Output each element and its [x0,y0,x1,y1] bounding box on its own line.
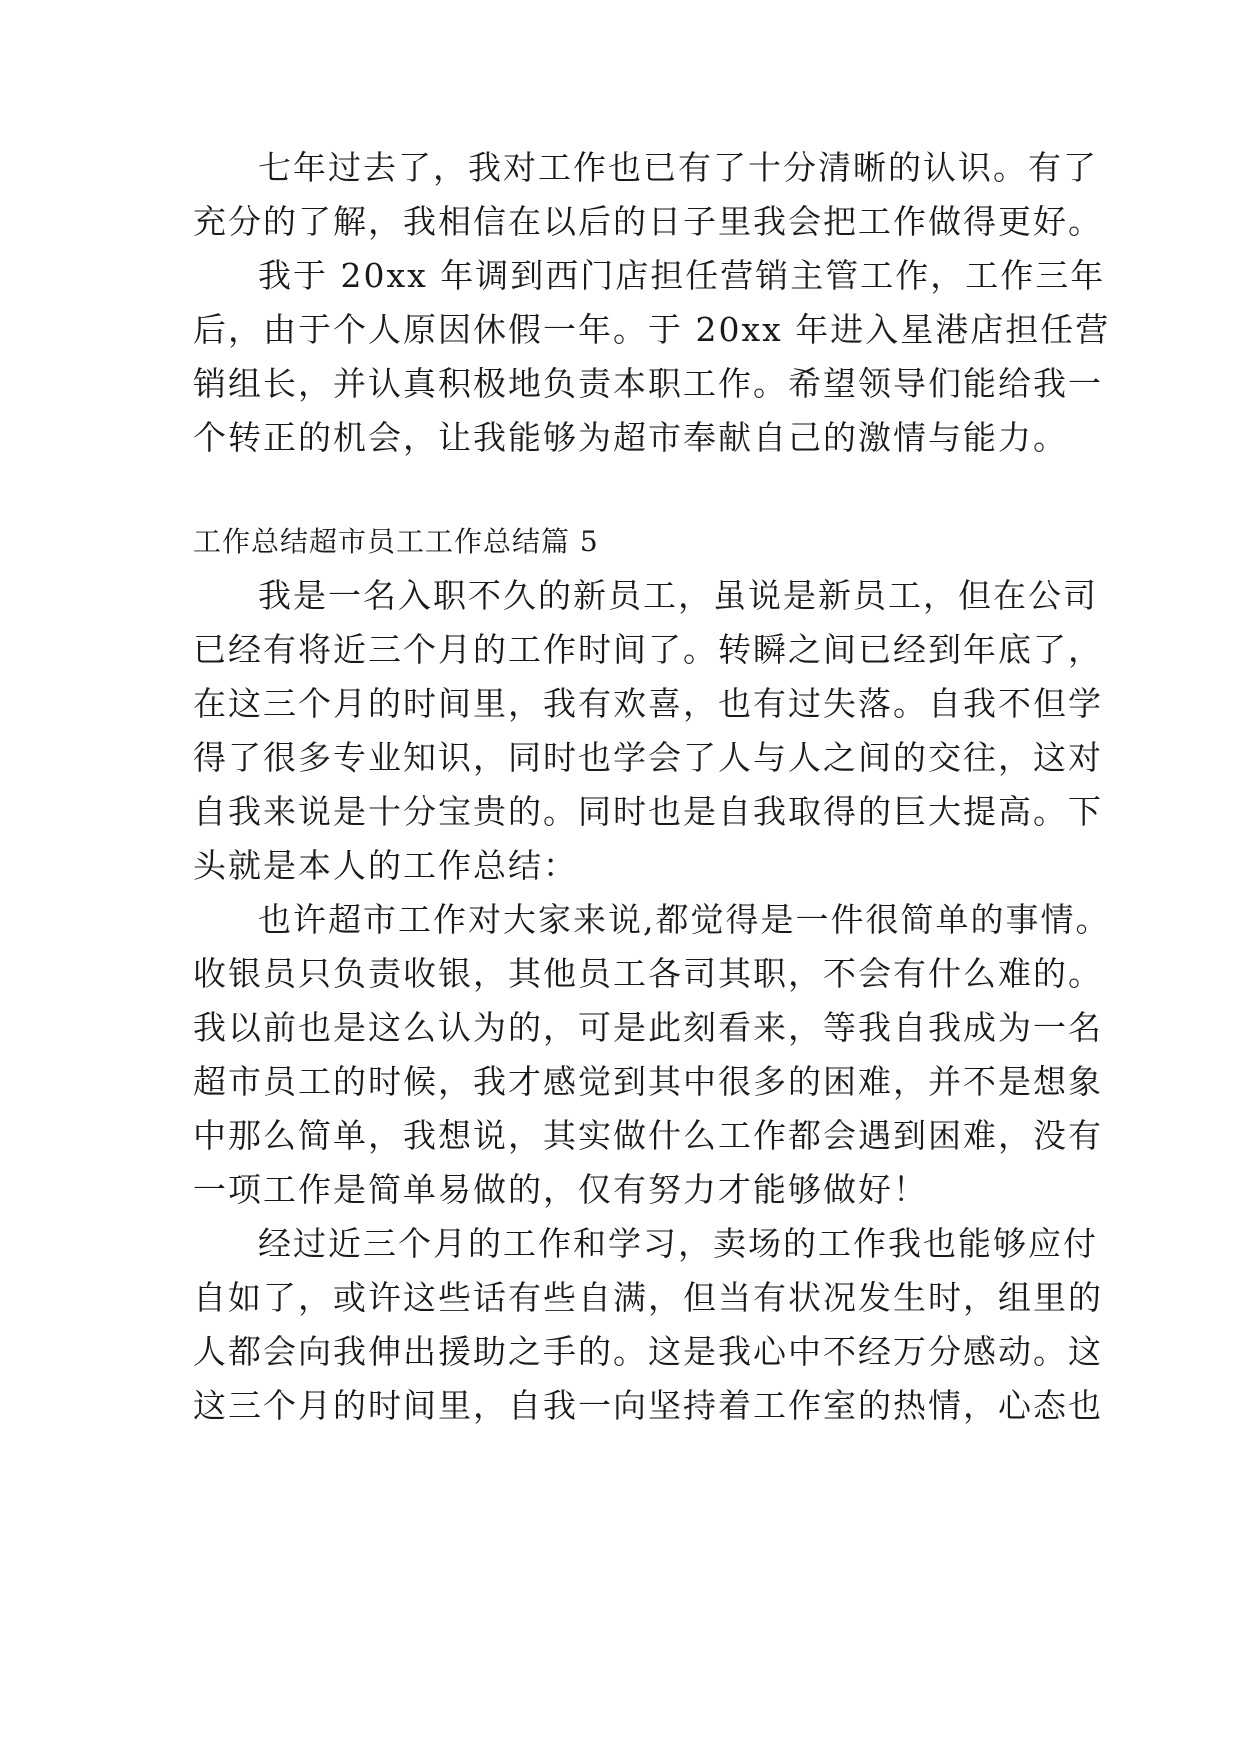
paragraph-line: 经过近三个月的工作和学习，卖场的工作我也能够应付 [258,1224,1098,1263]
paragraph-line: 超市员工的时候，我才感觉到其中很多的困难，并不是想象 [193,1062,1103,1101]
paragraph-line: 在这三个月的时间里，我有欢喜，也有过失落。自我不但学 [193,684,1103,723]
paragraph-line: 也许超市工作对大家来说,都觉得是一件很简单的事情。 [258,900,1111,939]
paragraph-line: 一项工作是简单易做的，仅有努力才能够做好！ [193,1170,928,1209]
paragraph-line: 充分的了解，我相信在以后的日子里我会把工作做得更好。 [193,202,1103,241]
paragraph-line: 后，由于个人原因休假一年。于 20xx 年进入星港店担任营 [193,310,1111,349]
paragraph-line: 人都会向我伸出援助之手的。这是我心中不经万分感动。这 [193,1332,1103,1371]
paragraph-line: 中那么简单，我想说，其实做什么工作都会遇到困难，没有 [193,1116,1103,1155]
paragraph-line: 我于 20xx 年调到西门店担任营销主管工作，工作三年 [258,256,1106,295]
paragraph-line: 这三个月的时间里，自我一向坚持着工作室的热情，心态也 [193,1386,1103,1425]
paragraph-line: 得了很多专业知识，同时也学会了人与人之间的交往，这对 [193,738,1103,777]
paragraph-line: 个转正的机会，让我能够为超市奉献自己的激情与能力。 [193,418,1068,457]
paragraph-line: 我以前也是这么认为的，可是此刻看来，等我自我成为一名 [193,1008,1103,1047]
paragraph-line: 七年过去了，我对工作也已有了十分清晰的认识。有了 [258,148,1098,187]
section-heading: 工作总结超市员工工作总结篇 5 [193,525,599,558]
paragraph-line: 自如了，或许这些话有些自满，但当有状况发生时，组里的 [193,1278,1103,1317]
paragraph-line: 已经有将近三个月的工作时间了。转瞬之间已经到年底了， [193,630,1103,669]
paragraph-line: 我是一名入职不久的新员工，虽说是新员工，但在公司 [258,576,1098,615]
paragraph-line: 销组长，并认真积极地负责本职工作。希望领导们能给我一 [193,364,1103,403]
paragraph-line: 收银员只负责收银，其他员工各司其职，不会有什么难的。 [193,954,1103,993]
paragraph-line: 自我来说是十分宝贵的。同时也是自我取得的巨大提高。下 [193,792,1103,831]
paragraph-line: 头就是本人的工作总结： [193,846,578,885]
